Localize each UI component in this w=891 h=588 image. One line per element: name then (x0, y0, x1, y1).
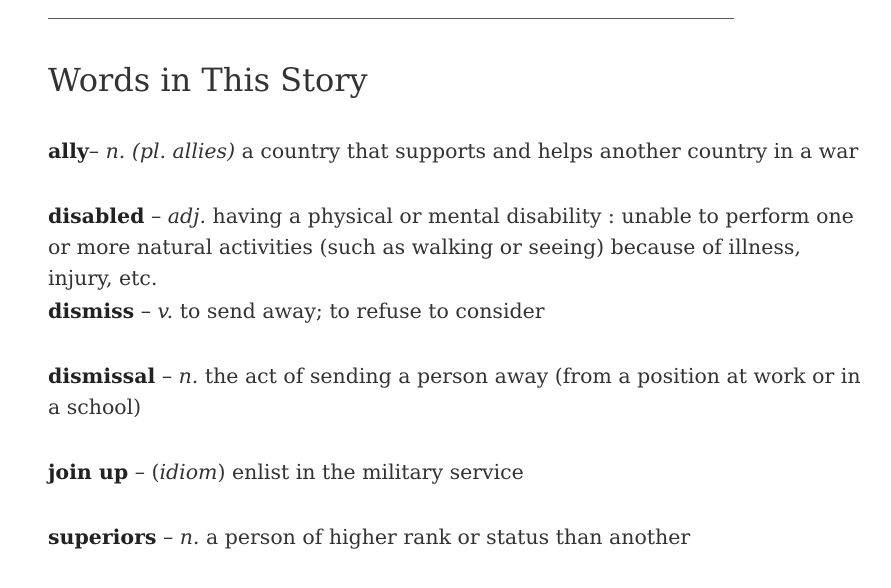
part-of-speech: v. (157, 299, 174, 323)
glossary-definition: the act of sending a person away (from a position at work or in a school) (48, 364, 861, 419)
section-heading: Words in This Story (48, 61, 368, 99)
separator: – (156, 525, 180, 549)
glossary-term: superiors (48, 525, 157, 549)
glossary-definition: a country that supports and helps another country in a war (241, 139, 859, 163)
glossary-entry-join-up (48, 457, 863, 488)
part-of-speech: n. (179, 525, 200, 549)
plural-form: (pl. allies) (131, 139, 236, 163)
glossary-entry-dismiss (48, 296, 863, 327)
glossary-term: ally (48, 139, 89, 163)
separator: – (144, 204, 168, 228)
separator: – (155, 364, 179, 388)
glossary-definition: having a physical or mental disability : unable to perform one or more natural activities (such as walking or seeing) because of illness, injury, etc. (48, 204, 854, 290)
glossary-definition: enlist in the military service (232, 460, 524, 484)
glossary-entry-superiors (48, 522, 863, 553)
part-of-speech: n. (105, 139, 126, 163)
separator: – (88, 139, 106, 163)
separator: – (134, 299, 158, 323)
part-of-speech: idiom (159, 460, 218, 484)
glossary-entry-ally (48, 136, 863, 167)
part-of-speech: n. (178, 364, 199, 388)
closing-paren: ) (217, 460, 226, 484)
glossary-entry-dismissal (48, 361, 863, 423)
glossary-definition: to send away; to refuse to consider (179, 299, 545, 323)
separator: – ( (128, 460, 160, 484)
glossary-term: dismiss (48, 299, 135, 323)
glossary-entry-disabled (48, 201, 863, 294)
section-divider (48, 18, 734, 19)
glossary-definition: a person of higher rank or status than another (206, 525, 691, 549)
glossary-term: dismissal (48, 364, 156, 388)
glossary-term: disabled (48, 204, 145, 228)
glossary-term: join up (48, 460, 129, 484)
part-of-speech: adj. (167, 204, 206, 228)
